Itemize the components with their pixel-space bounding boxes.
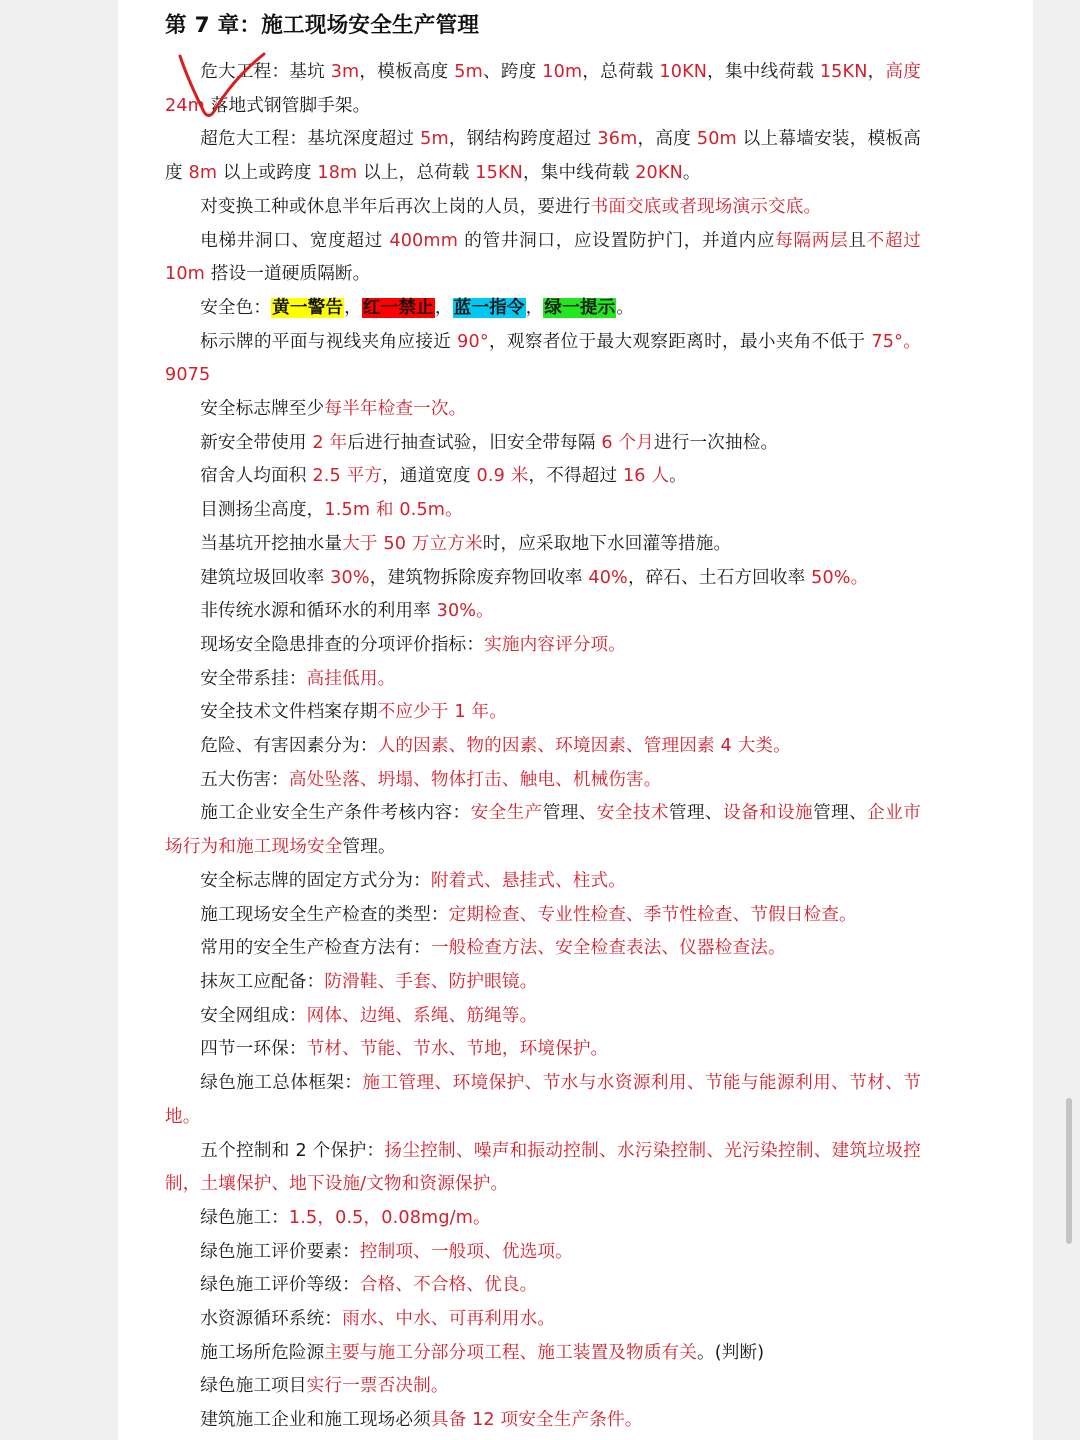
text-segment: ，集中线荷载	[707, 62, 820, 82]
text-segment: 标示牌的平面与视线夹角应接近	[200, 331, 458, 352]
text-segment: ，钢结构跨度超过	[448, 129, 598, 150]
text-segment: ，不得超过	[528, 466, 623, 487]
text-segment: 。	[616, 297, 635, 318]
text-segment: 目测扬尘高度，	[200, 500, 325, 521]
emphasis-text: 雨水、中水、可再利用水。	[342, 1309, 556, 1330]
emphasis-text: 50m	[696, 129, 737, 150]
highlighted-text: 黄一警告	[272, 297, 344, 318]
emphasis-text: 防滑鞋、手套、防护眼镜。	[324, 971, 538, 992]
paragraph	[165, 393, 921, 427]
paragraph	[165, 865, 921, 899]
text-segment: 现场安全隐患排查的分项评价指标：	[200, 634, 485, 655]
text-segment: 施工场所危险源	[200, 1342, 325, 1363]
paragraph-list	[165, 56, 921, 1438]
paragraph	[165, 899, 921, 933]
text-segment: 后进行抽查试验，旧安全带每隔	[347, 432, 602, 453]
emphasis-text: 30%	[330, 567, 370, 588]
text-segment: 安全标志牌的固定方式分为：	[200, 870, 431, 891]
paragraph	[165, 663, 921, 697]
text-segment: 电梯井洞口、宽度超过	[200, 230, 390, 251]
text-segment: 施工现场安全生产检查的类型：	[200, 904, 449, 925]
paragraph	[165, 1067, 921, 1134]
emphasis-text: 50%。	[811, 567, 869, 588]
emphasis-text: 2.5 平方	[312, 466, 383, 487]
paragraph	[165, 292, 921, 326]
text-segment: 。	[669, 466, 687, 487]
paragraph	[165, 595, 921, 629]
text-segment: ，通道宽度	[382, 466, 477, 487]
emphasis-text: 高度 24m	[165, 62, 921, 116]
text-segment: ，	[434, 297, 453, 318]
emphasis-text: 实施内容评分项。	[484, 634, 627, 655]
emphasis-text: 15KN	[475, 163, 523, 184]
text-segment: ，	[525, 297, 544, 318]
text-segment: 水资源循环系统：	[200, 1309, 343, 1330]
text-segment: 绿色施工项目	[200, 1376, 307, 1397]
text-segment: ，	[867, 62, 886, 82]
emphasis-text: 施工管理、环境保护、节水与水资源利用、节能与能源利用、节材、节地。	[165, 1073, 921, 1127]
text-segment: ，观察者位于最大观察距离时，最小夹角不低于	[488, 331, 872, 352]
emphasis-text: 16 人	[622, 466, 670, 487]
text-segment: 危大工程：基坑	[200, 62, 331, 82]
text-segment: 进行一次抽检。	[654, 432, 779, 453]
emphasis-text: 6 个月	[601, 432, 654, 453]
paragraph	[165, 764, 921, 798]
emphasis-text: 设备和设施	[722, 803, 814, 824]
text-segment: 管理、	[668, 803, 723, 824]
paragraph	[165, 1404, 921, 1438]
text-segment: 新安全带使用	[200, 432, 313, 453]
emphasis-text: 36m	[597, 129, 638, 150]
emphasis-text: 附着式、悬挂式、柱式。	[430, 870, 627, 891]
text-segment: 五大伤害：	[200, 769, 289, 790]
text-segment: 落地式钢管脚手架。	[204, 95, 371, 116]
paragraph	[165, 494, 921, 528]
text-segment: 绿色施工评价要素：	[200, 1241, 360, 1262]
text-segment: ，集中线荷载	[522, 163, 636, 184]
text-segment: 对变换工种或休息半年后再次上岗的人员，要进行	[200, 196, 591, 217]
emphasis-text: 每隔两层	[775, 230, 849, 251]
emphasis-text: 节材、节能、节水、节地，环境保护。	[306, 1039, 609, 1060]
text-segment: 以上幕墙安装，模板高度	[165, 129, 921, 184]
emphasis-text: 3m	[330, 62, 360, 82]
emphasis-text: 18m	[317, 163, 358, 184]
text-segment: 安全带系挂：	[200, 668, 307, 689]
document-content	[165, 8, 921, 1438]
emphasis-text: 每半年检查一次。	[324, 399, 467, 420]
highlighted-text: 蓝一指令	[453, 297, 525, 318]
emphasis-text: 安全技术	[596, 803, 669, 824]
text-segment: ，模板高度	[359, 62, 455, 82]
text-segment: 建筑垃圾回收率	[200, 567, 331, 588]
text-segment: 。	[682, 163, 701, 184]
text-segment: 绿色施工总体框架：	[200, 1073, 363, 1094]
paragraph	[165, 1337, 921, 1371]
emphasis-text: 不应少于 1 年。	[377, 702, 507, 723]
text-segment: 安全网组成：	[200, 1005, 307, 1026]
text-segment: 搭设一道硬质隔断。	[204, 264, 371, 285]
emphasis-text: 2 年	[312, 432, 348, 453]
emphasis-text: 10KN	[659, 62, 708, 82]
text-segment: 安全技术文件档案存期	[200, 702, 378, 723]
text-segment: 安全色：	[200, 297, 272, 318]
paragraph	[165, 460, 921, 494]
emphasis-text: 一般检查方法、安全检查表法、仪器检查法。	[430, 938, 786, 959]
text-segment: 抹灰工应配备：	[200, 971, 325, 992]
text-segment: 五个控制和 2 个保护：	[200, 1140, 385, 1161]
text-segment: 宿舍人均面积	[200, 466, 313, 487]
text-segment: ，高度	[637, 129, 697, 150]
paragraph	[165, 427, 921, 461]
paragraph	[165, 730, 921, 764]
text-segment: 绿色施工评价等级：	[200, 1275, 360, 1296]
text-segment: 且	[848, 230, 867, 251]
paragraph	[165, 528, 921, 562]
emphasis-text: 5m	[454, 62, 483, 82]
emphasis-text: 定期检查、专业性检查、季节性检查、节假日检查。	[448, 904, 857, 925]
paragraph	[165, 326, 921, 393]
paragraph	[165, 1033, 921, 1067]
emphasis-text: 网体、边绳、系绳、筋绳等。	[306, 1005, 538, 1026]
paragraph	[165, 562, 921, 596]
paragraph	[165, 1269, 921, 1303]
emphasis-text: 实行一票否决制。	[306, 1376, 449, 1397]
emphasis-text: 控制项、一般项、优选项。	[359, 1241, 573, 1262]
paragraph	[165, 1000, 921, 1034]
emphasis-text: 1.5，0.5，0.08mg/m。	[288, 1207, 491, 1228]
text-segment: 四节一环保：	[200, 1039, 307, 1060]
text-segment: 超危大工程：基坑深度超过	[200, 129, 421, 150]
text-segment: 当基坑开挖抽水量	[200, 533, 343, 554]
paragraph	[165, 1370, 921, 1404]
emphasis-text: 1.5m 和 0.5m。	[324, 500, 463, 521]
text-segment: 管理、	[542, 803, 597, 824]
text-segment: 常用的安全生产检查方法有：	[200, 938, 431, 959]
text-segment: 管理。	[342, 837, 396, 858]
paragraph	[165, 966, 921, 1000]
emphasis-text: 合格、不合格、优良。	[359, 1275, 538, 1296]
emphasis-text: 10m	[542, 62, 583, 82]
text-segment: ，	[344, 297, 362, 318]
text-segment: 绿色施工：	[200, 1207, 289, 1228]
emphasis-text: 人的因素、物的因素、环境因素、管理因素 4 大类。	[377, 736, 791, 757]
emphasis-text: 400mm	[389, 230, 458, 251]
text-segment: 以上，总荷载	[357, 163, 476, 184]
text-segment: 施工企业安全生产条件考核内容：	[200, 803, 471, 824]
emphasis-text: 不超过 10m	[165, 230, 921, 285]
emphasis-text: 企业市场行为和施工现场安全	[165, 803, 921, 858]
text-segment: ，碎石、土石方回收率	[627, 567, 812, 588]
emphasis-text: 具备 12 项安全生产条件。	[430, 1410, 643, 1431]
emphasis-text: 扬尘控制、噪声和振动控制、水污染控制、光污染控制、建筑垃圾控制，土壤保护、地下设施/文物和资源保护。	[165, 1140, 921, 1195]
emphasis-text: 40%	[588, 567, 628, 588]
text-segment: 。(判断)	[697, 1342, 765, 1363]
emphasis-text: 15KN	[819, 62, 868, 82]
text-segment: 以上或跨度	[217, 163, 318, 184]
paragraph	[165, 1135, 921, 1202]
text-segment: ，建筑物拆除废弃物回收率	[369, 567, 589, 588]
text-segment: 、跨度	[482, 62, 543, 82]
paragraph	[165, 797, 921, 864]
text-segment: 管理、	[813, 803, 868, 824]
scrollbar-thumb[interactable]	[1066, 1098, 1072, 1244]
paragraph	[165, 696, 921, 730]
emphasis-text: 0.9 米	[476, 466, 529, 487]
emphasis-text: 安全生产	[470, 803, 543, 824]
emphasis-text: 主要与施工分部分项工程、施工装置及物质有关	[324, 1342, 698, 1363]
emphasis-text: 20KN	[635, 163, 683, 184]
paragraph	[165, 123, 921, 190]
paragraph	[165, 191, 921, 225]
paragraph	[165, 56, 921, 123]
emphasis-text: 5m	[420, 129, 449, 150]
text-segment: 的管井洞口，应设置防护门，并道内应	[457, 230, 776, 251]
highlighted-text: 红一禁止	[362, 297, 434, 318]
text-segment: 时，应采取地下水回灌等措施。	[482, 533, 732, 554]
document-page	[118, 0, 1033, 1440]
emphasis-text: 大于 50 万立方米	[342, 533, 483, 554]
paragraph	[165, 1303, 921, 1337]
emphasis-text: 8m	[188, 163, 218, 184]
emphasis-text: 书面交底或者现场演示交底。	[590, 196, 822, 217]
text-segment: 非传统水源和循环水的利用率	[200, 601, 437, 622]
paragraph	[165, 932, 921, 966]
text-segment: ，总荷载	[582, 62, 660, 82]
paragraph	[165, 225, 921, 292]
text-segment: 安全标志牌至少	[200, 399, 325, 420]
highlighted-text: 绿一提示	[544, 297, 616, 318]
emphasis-text: 高挂低用。	[306, 668, 396, 689]
paragraph	[165, 1202, 921, 1236]
text-segment: 建筑施工企业和施工现场必须	[200, 1410, 431, 1431]
chapter-heading: 第 7 章：施工现场安全生产管理	[165, 13, 480, 38]
emphasis-text: 75°。9075	[165, 331, 921, 386]
text-segment: 危险、有害因素分为：	[200, 736, 378, 757]
emphasis-text: 90°	[457, 331, 489, 352]
paragraph	[165, 629, 921, 663]
emphasis-text: 高处坠落、坍塌、物体打击、触电、机械伤害。	[288, 769, 662, 790]
paragraph	[165, 1236, 921, 1270]
emphasis-text: 30%。	[436, 601, 494, 622]
